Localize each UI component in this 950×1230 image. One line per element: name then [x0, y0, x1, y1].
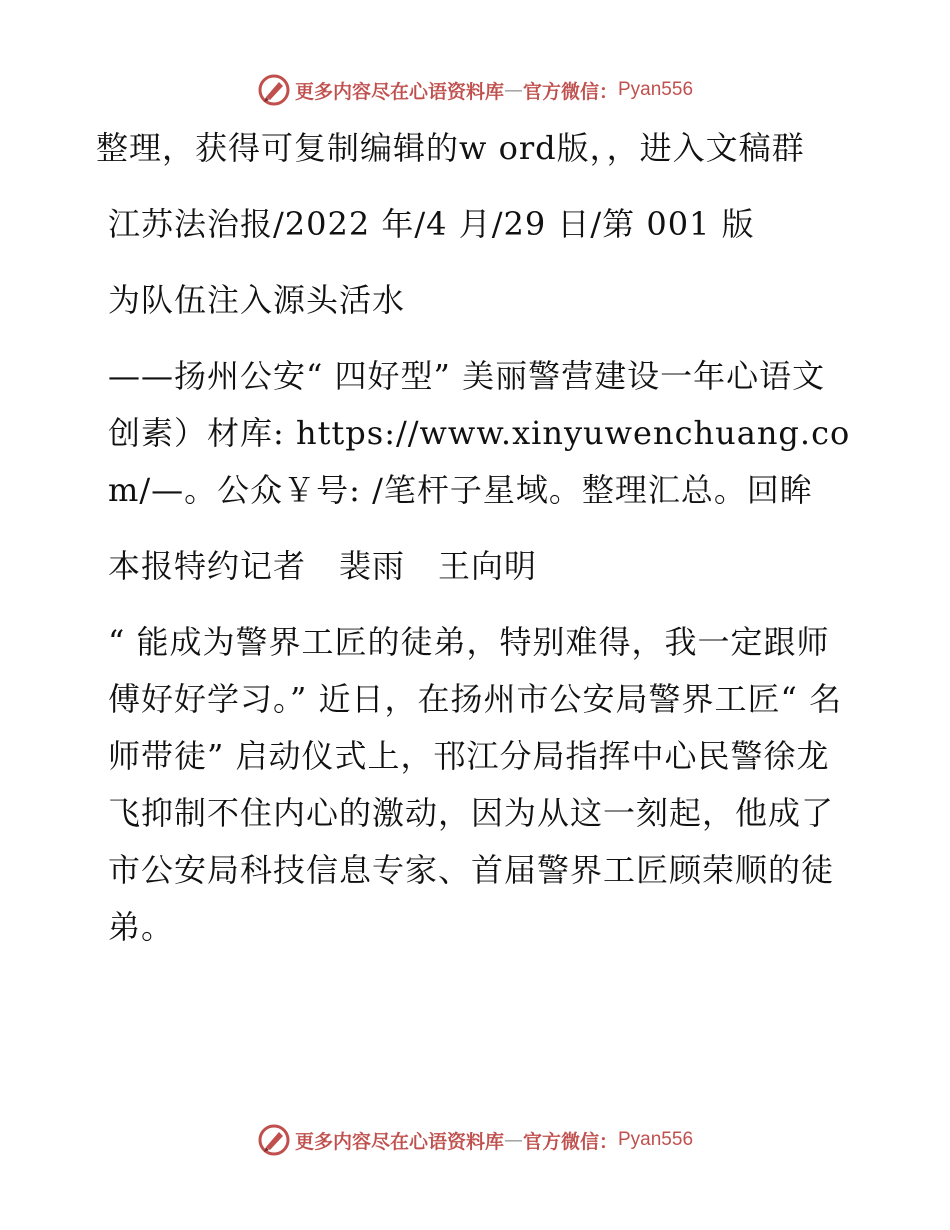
watermark-separator: — — [503, 1129, 523, 1151]
pen-logo-icon — [257, 73, 291, 107]
watermark-separator: — — [503, 79, 523, 101]
watermark-channel-text: 官方微信： — [522, 1130, 618, 1153]
intro-line: 整理，获得可复制编辑的w ord版，，进入文稿群 — [96, 129, 805, 167]
source-line: 江苏法治报/2022 年/4 月/29 日/第 001 版 — [108, 205, 755, 243]
header-watermark — [0, 70, 950, 110]
document-body — [96, 120, 856, 975]
article-subtitle: ——扬州公安“ 四好型” 美丽警营建设一年心语文创素）材库: https://www.xinyuwenchuang.com/—。公众￥号: /笔杆子星域。整理汇总。回眸 — [108, 357, 851, 509]
watermark-channel-text: 官方微信： — [522, 80, 618, 103]
article-title: 为队伍注入源头活水 — [108, 281, 406, 319]
body-paragraph: “ 能成为警界工匠的徒弟，特别难得，我一定跟师傅好好学习。” 近日，在扬州市公安局警界工匠“ 名师带徒” 启动仪式上，邗江分局指挥中心民警徐龙飞抑制不住内心的激动，因为从这一刻起，他成了市公安局科技信息专家、首届警界工匠顾荣顺的徒弟。 — [108, 623, 843, 946]
watermark-handle: Pyan556 — [618, 79, 694, 100]
pen-logo-icon — [257, 1123, 291, 1157]
watermark-main-text: 更多内容尽在心语资料库 — [294, 80, 504, 103]
watermark-handle: Pyan556 — [618, 1129, 694, 1150]
byline: 本报特约记者 裴雨 王向明 — [108, 547, 538, 585]
watermark-main-text: 更多内容尽在心语资料库 — [294, 1130, 504, 1153]
footer-watermark — [0, 1120, 950, 1160]
